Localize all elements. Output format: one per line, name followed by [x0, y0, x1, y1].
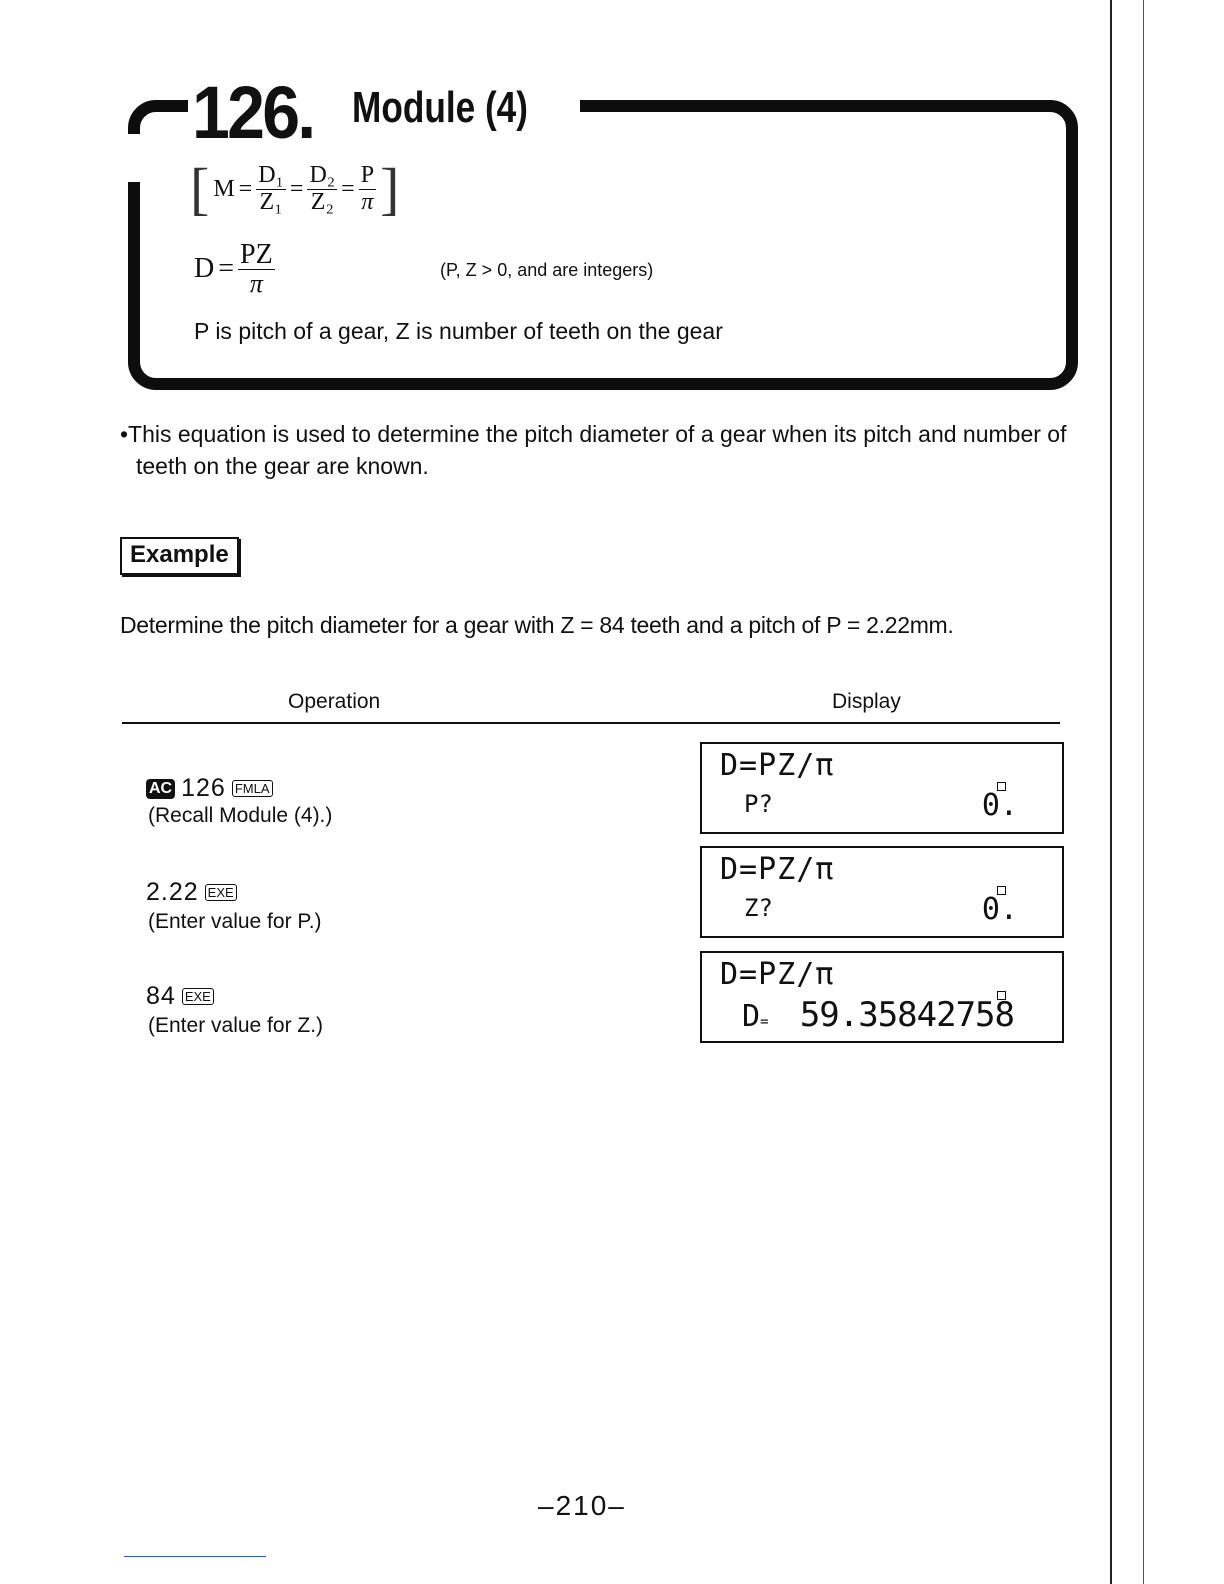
step2-keys [146, 878, 237, 907]
step1-note: (Recall Module (4).) [148, 804, 333, 827]
example-text: Determine the pitch diameter for a gear with Z = 84 teeth and a pitch of P = 2.22mm. [120, 612, 954, 638]
display-header: Display [832, 690, 901, 713]
step3-keys [146, 982, 214, 1011]
diameter-symbol: D [194, 252, 215, 284]
lcd-prompt: P? [744, 790, 773, 818]
fmla-key-icon: FMLA [232, 780, 273, 797]
fraction-denominator: π [361, 188, 374, 215]
fraction-numerator: D₁ [258, 162, 284, 189]
lcd-value: 0. [981, 788, 1018, 823]
fraction-numerator: PZ [240, 239, 273, 270]
bottom-rule [124, 1556, 266, 1557]
step-keys: 126 [181, 774, 226, 802]
lcd-value: 59.35842758 [799, 995, 1014, 1035]
step3-note: (Enter value for Z.) [148, 1014, 324, 1037]
fraction-numerator: D₂ [309, 162, 336, 189]
lcd-result-label [742, 999, 769, 1034]
lcd-result-equals: = [760, 1014, 769, 1030]
left-bracket: [ [190, 156, 210, 221]
diameter-equation [194, 240, 275, 298]
fraction-d2-z2 [307, 163, 337, 214]
section-title: Module (4) [352, 83, 528, 132]
fraction-p-pi [359, 163, 376, 214]
fraction-d1-z1 [256, 163, 286, 214]
module-symbol: M [213, 175, 235, 202]
right-bracket: ] [380, 156, 400, 221]
exe-key-icon: EXE [182, 988, 214, 1005]
intro-paragraph [120, 418, 1080, 482]
equals-sign: = [341, 175, 355, 202]
lcd-formula: D=PZ/π [720, 748, 835, 783]
lcd-formula: D=PZ/π [720, 957, 835, 992]
module-equation [190, 156, 400, 221]
table-rule [122, 722, 1060, 724]
equals-sign: = [289, 175, 304, 202]
fraction-pz-pi [238, 240, 275, 298]
equals-sign: = [238, 175, 253, 202]
binding-edge [1110, 0, 1112, 1584]
formula-condition: (P, Z > 0, and are integers) [440, 260, 654, 280]
step1-keys [146, 774, 273, 803]
lcd-display-3 [700, 951, 1064, 1043]
section-number: 126. [192, 71, 314, 154]
binding-edge-outer [1143, 0, 1144, 1584]
box-gap-left [124, 134, 146, 182]
page-number: –210– [538, 1490, 626, 1521]
ac-key-icon: AC [146, 779, 175, 799]
fraction-denominator: Z₂ [310, 188, 334, 215]
equals-sign: = [218, 252, 235, 284]
example-label: Example [120, 537, 239, 575]
lcd-formula: D=PZ/π [720, 852, 835, 887]
operation-header: Operation [288, 690, 381, 713]
lcd-display-2 [700, 846, 1064, 938]
fraction-numerator: P [360, 162, 375, 189]
step-keys: 84 [146, 982, 176, 1010]
lcd-value: 0. [981, 892, 1018, 927]
step2-note: (Enter value for P.) [148, 910, 322, 933]
fraction-denominator: Z₁ [259, 188, 283, 215]
exe-key-icon: EXE [205, 884, 237, 901]
lcd-result-symbol: D [742, 999, 761, 1034]
formula-definition: P is pitch of a gear, Z is number of teeth on the gear [194, 318, 723, 344]
step-keys: 2.22 [146, 878, 199, 906]
fraction-denominator: π [249, 269, 263, 299]
lcd-prompt: Z? [744, 894, 773, 922]
lcd-display-1 [700, 742, 1064, 834]
intro-text: •This equation is used to determine the pitch diameter of a gear when its pitch and number of teeth on the gear are known. [120, 421, 1067, 479]
